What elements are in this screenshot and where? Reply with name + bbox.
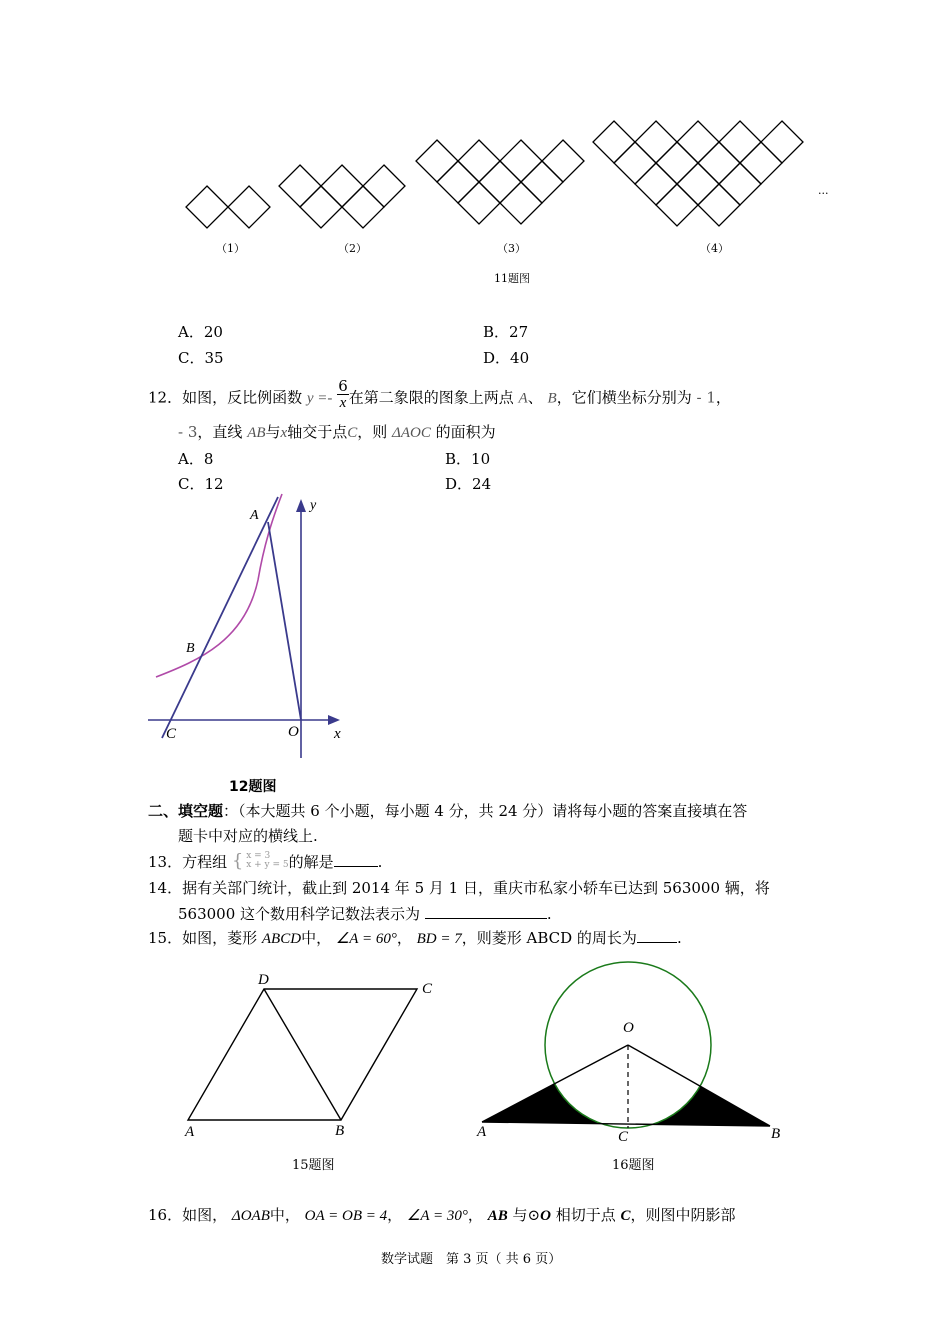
fig11-label-3: （3） — [497, 242, 526, 255]
q12-option-d: D．24 — [445, 475, 492, 493]
q12-text-e: 与 — [265, 423, 281, 441]
q13-eq2: x + y = 5 — [246, 860, 289, 870]
q16-eq: OA = OB = 4 — [304, 1208, 388, 1224]
fig11-label-1: （1） — [216, 242, 245, 255]
q13-eq1: x = 3 — [246, 851, 271, 861]
fig15-label-b: B — [335, 1123, 345, 1139]
q15-number: 15． — [148, 929, 183, 947]
section2-title: 二、填空题 — [148, 802, 224, 820]
q12-text-b: 在第二象限的图象上两点 — [348, 388, 514, 407]
section2-text: ：（本大题共 6 个小题，每小题 4 分，共 24 分）请将每小题的答案直接填在答 — [223, 802, 748, 820]
q12-point-c: C — [347, 425, 358, 441]
q11-option-a: A．20 — [178, 323, 223, 341]
q16-text-d: 相切于点 — [555, 1206, 616, 1224]
fig12-label-y: y — [310, 498, 317, 513]
q16-o: O — [540, 1208, 551, 1224]
q16-tri: ΔOAB — [231, 1208, 270, 1224]
q12-text-d: ，直线 — [197, 423, 243, 441]
fig12-label-b: B — [186, 641, 195, 656]
q15-bd: BD = 7 — [416, 931, 462, 947]
fig12-label-x: x — [334, 726, 341, 742]
q16-comma: ， — [387, 1206, 403, 1224]
q13-text-a: 方程组 — [182, 853, 228, 871]
q12-sep: 、 — [527, 388, 543, 407]
fig16-label-o: O — [623, 1020, 634, 1036]
q12-axis-x: x — [280, 425, 288, 441]
q12-comma: ， — [715, 388, 731, 407]
q12-option-c: C．12 — [178, 475, 224, 493]
section2-text2: 题卡中对应的横线上. — [178, 827, 318, 845]
fig16-shaded-region — [482, 1045, 770, 1126]
q16-ab: AB — [487, 1208, 508, 1224]
q15-name: ABCD — [261, 931, 302, 947]
q16-text-a: 如图， — [182, 1206, 228, 1224]
q16-text-b: 中， — [269, 1206, 300, 1224]
fig12-caption: 12题图 — [229, 779, 277, 795]
fig11-label-4: （4） — [700, 242, 729, 255]
fig12-label-c: C — [166, 726, 177, 742]
q11-option-c: C．35 — [178, 349, 224, 367]
fig15-label-c: C — [422, 981, 433, 997]
q14-text1: 据有关部门统计，截止到 2014 年 5 月 1 日，重庆市私家小轿车已达到 563000 辆，将 — [182, 879, 770, 897]
q13-number: 13． — [148, 853, 183, 871]
fig16-label-c: C — [618, 1129, 629, 1145]
fig16-label-b: B — [771, 1126, 781, 1142]
q15-end: . — [676, 929, 682, 947]
fig15-label-d: D — [258, 972, 269, 988]
fig16-label-a: A — [477, 1124, 487, 1140]
fig11-caption: 11题图 — [494, 272, 530, 285]
fig11-ellipsis: ... — [818, 184, 829, 197]
q16-comma2: ， — [467, 1206, 483, 1224]
q12-func-lhs: y =- — [306, 390, 333, 407]
q13-text-b: 的解是 — [288, 853, 334, 871]
q15-comma: ， — [396, 929, 412, 947]
fig16-caption: 16题图 — [612, 1158, 655, 1173]
q12-number: 12． — [148, 388, 183, 407]
q12-point-a: A — [518, 390, 528, 407]
q12-text-g: ，则 — [357, 423, 388, 441]
q12-val1: - 1 — [696, 388, 716, 407]
q12-text-f: 轴交于点 — [287, 423, 348, 441]
q15-text-a: 如图，菱形 — [182, 929, 258, 947]
q15-angle: ∠A = 60° — [335, 931, 397, 947]
fig15-caption: 15题图 — [292, 1158, 335, 1173]
fig12-label-a: A — [250, 508, 259, 523]
page-footer: 数学试题 第 3 页（ 共 6 页） — [381, 1252, 562, 1267]
q14-number: 14． — [148, 879, 183, 897]
q16-c: C — [620, 1208, 631, 1224]
q13-system: { x = 3 x + y = 5 — [231, 850, 289, 872]
fig12-label-o: O — [288, 724, 299, 740]
q12-frac-num: 6 — [338, 377, 348, 395]
q11-option-b: B．27 — [483, 323, 529, 341]
fig15-label-a: A — [185, 1124, 195, 1140]
q12-text-h: 的面积为 — [435, 423, 496, 441]
q15-text-c: ，则菱形 ABCD 的周长为 — [461, 929, 637, 947]
q12-frac-den: x — [339, 395, 347, 411]
q16-angle: ∠A = 30° — [406, 1208, 468, 1224]
q11-option-d: D．40 — [483, 349, 530, 367]
q16-number: 16． — [148, 1206, 183, 1224]
q16-text-e: ，则图中阴影部 — [630, 1206, 736, 1224]
q12-point-b: B — [547, 390, 557, 407]
q12-text-c: ，它们横坐标分别为 — [556, 388, 692, 407]
q12-triangle: ΔAOC — [392, 425, 431, 441]
q14-text2: 563000 这个数用科学记数法表示为 — [178, 905, 421, 923]
fig11-label-2: （2） — [338, 242, 367, 255]
q16-text-c: 与⊙ — [512, 1206, 541, 1224]
q12-val2: - 3 — [178, 423, 198, 441]
q15-text-b: 中， — [301, 929, 332, 947]
q12-text-a: 如图，反比例函数 — [182, 388, 303, 407]
q12-line-ab: AB — [247, 425, 266, 441]
q14-end: . — [546, 905, 552, 923]
q12-option-a: A．8 — [178, 450, 214, 468]
q13-end: . — [377, 853, 383, 871]
q16-line — [148, 1204, 736, 1225]
q12-option-b: B．10 — [445, 450, 491, 468]
